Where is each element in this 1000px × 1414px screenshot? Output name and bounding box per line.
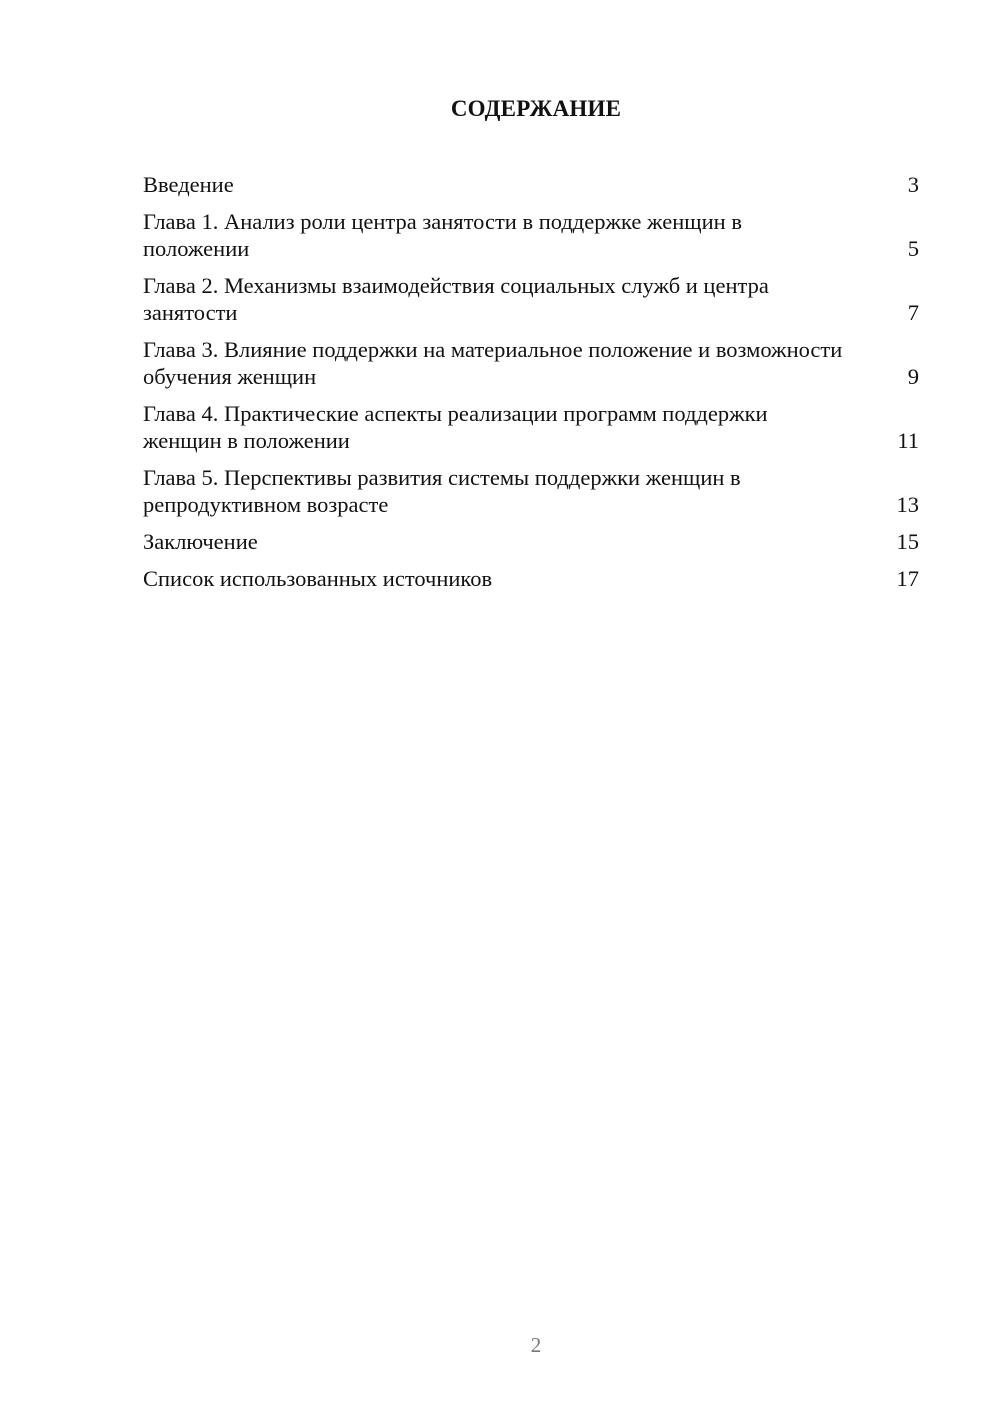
- toc-entry: [143, 528, 919, 555]
- toc-entry: [143, 565, 919, 592]
- toc-entry: [143, 208, 919, 262]
- toc-entry-title: Глава 3. Влияние поддержки на материальное положение и возможности обучения женщин: [143, 337, 843, 389]
- toc-entry-title: Введение: [143, 172, 234, 197]
- toc-entry-title: Глава 2. Механизмы взаимодействия социальных служб и центра занятости: [143, 273, 769, 325]
- toc-entry: [143, 400, 919, 454]
- toc-entry-page: 5: [907, 236, 919, 261]
- toc-entry-title: Глава 5. Перспективы развития системы поддержки женщин в репродуктивном возрасте: [143, 465, 741, 517]
- toc-entry: [143, 464, 919, 518]
- toc-entry-title: Заключение: [143, 529, 258, 554]
- toc-entry-title: Список использованных источников: [143, 566, 493, 591]
- toc-entry-page: 13: [896, 492, 919, 517]
- toc-entry-page: 3: [907, 172, 919, 197]
- toc-entry-title: Глава 4. Практические аспекты реализации программ поддержки женщин в положении: [143, 401, 768, 453]
- toc-entry: [143, 272, 919, 326]
- table-of-contents: [143, 171, 919, 602]
- toc-entry: [143, 171, 919, 198]
- toc-entry-page: 17: [896, 566, 919, 591]
- toc-heading: СОДЕРЖАНИЕ: [450, 96, 622, 121]
- toc-entry-page: 11: [897, 428, 919, 453]
- toc-entry-page: 9: [907, 364, 919, 389]
- toc-entry-page: 15: [896, 529, 919, 554]
- toc-entry: [143, 336, 919, 390]
- toc-entry-title: Глава 1. Анализ роли центра занятости в поддержке женщин в положении: [143, 209, 742, 261]
- page-number: 2: [530, 1333, 542, 1357]
- toc-entry-page: 7: [907, 300, 919, 325]
